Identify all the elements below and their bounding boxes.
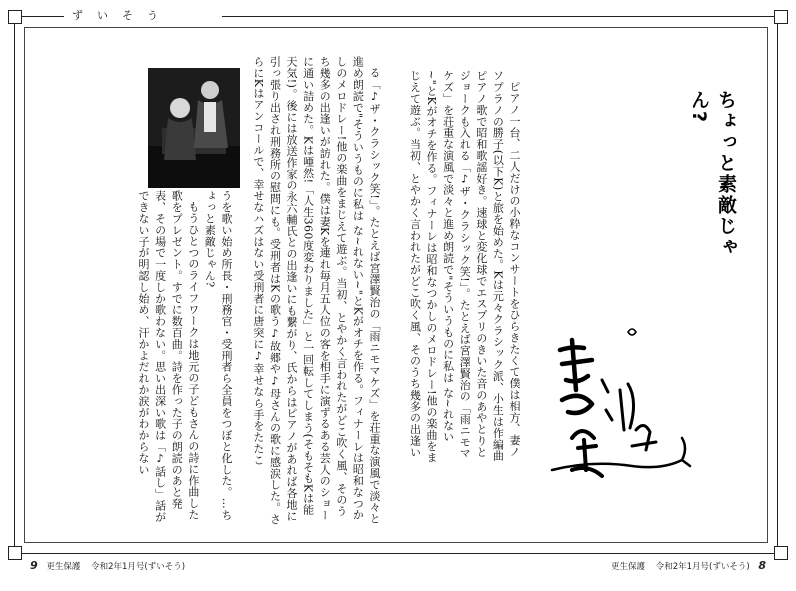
article-paragraph-1-end: うを歌い始め所長・刑務官・受刑者ら全員をつぼと化した。…ちょっと素敵じゃん?	[203, 190, 233, 521]
footer-issue-left: 令和2年1月号(ずいそう)	[91, 562, 186, 572]
page-number-left: 9	[30, 559, 38, 572]
footer-publication-left: 更生保護	[46, 562, 81, 572]
section-header: ずいそう	[64, 6, 222, 26]
footer-publication-right: 更生保護	[610, 562, 645, 572]
frame-corner-ornament	[8, 546, 22, 560]
page-number-right: 8	[758, 559, 766, 572]
frame-corner-ornament	[774, 10, 788, 24]
article-paragraph-1: ピアノ一台、二人だけの小粋なコンサートをひらきたくて僕は相方、妻ノソプラノの勝子(以下K)と旅を始めた。Kは元々クラシック派、小生は作編曲ピアノ歌で昭和歌謡好き。速球と変化球でエスプリのきいた音のあやとりとジョークも入れる「♪ザ・クラシック笑!」。たとえば宮澤賢治の「雨ニモマケズ」を荘重な演風で淡々と進め朗読で"そういうものに私は な~れない~"とKがオチを作る。フィナーレは昭和なつかしのメロドレー!他の楽曲をまじえて遊ぶ。当初、とやかく言われたがどこ吹く風、そのうち幾多の出逢い	[408, 70, 521, 464]
article-title: ちょっと素敵じゃん?	[688, 90, 737, 258]
footer-left	[30, 558, 185, 574]
article-paragraph-2: もうひとつのライフワークは地元の子どもさんの詩に作曲した歌をプレゼント。すでに数百曲。詩を作った子の朗読のあと発表、その場で一度しか歌わない。思い出深い歌は「♪話し」話ができない子が明認し始め、汗かよだれか涙がわからない	[137, 190, 200, 523]
handwritten-signature	[532, 320, 694, 498]
article-body-column-3	[84, 190, 234, 526]
article-body-column-2	[246, 56, 382, 526]
article-paragraph-1-continued: る「♪ザ・クラシック笑!」。たとえば宮澤賢治の「雨ニモマケズ」を荘重な演風で淡々と進め朗読で"そういうものに私は な~れない~"とKがオチを作る。フィナーレは昭和なつかしのメロドレー!他の楽曲をまじえて遊ぶ。当初、とやかく言われたがどこ吹く風、そのうち幾多の出逢いが訪れた。僕は妻Kを連れ毎月五人位の客を相手に演ずるある芸人のショーに通い詰めた。Kは唖然!「人生360度変わりました」と一回転してしまう(そもそもKは能天気!)。後には放送作家の永六輔氏との出逢いにも繋がり、氏からはピアノがあれば各地に引っ張り出され刑務所の慰問にも。受刑者はKの歌う♪故郷や♪母さんの歌に感涙した。さらにKはアンコールで、幸せなハズはない受刑者に唐突に♪幸せなら手をたたこ	[251, 56, 381, 525]
footer-right	[611, 558, 766, 574]
footer-issue-right: 令和2年1月号(ずいそう)	[655, 562, 750, 572]
photo-illustration	[148, 68, 240, 188]
frame-corner-ornament	[8, 10, 22, 24]
article-body-column-1	[406, 70, 522, 464]
performers-photo	[148, 68, 240, 188]
frame-corner-ornament	[774, 546, 788, 560]
